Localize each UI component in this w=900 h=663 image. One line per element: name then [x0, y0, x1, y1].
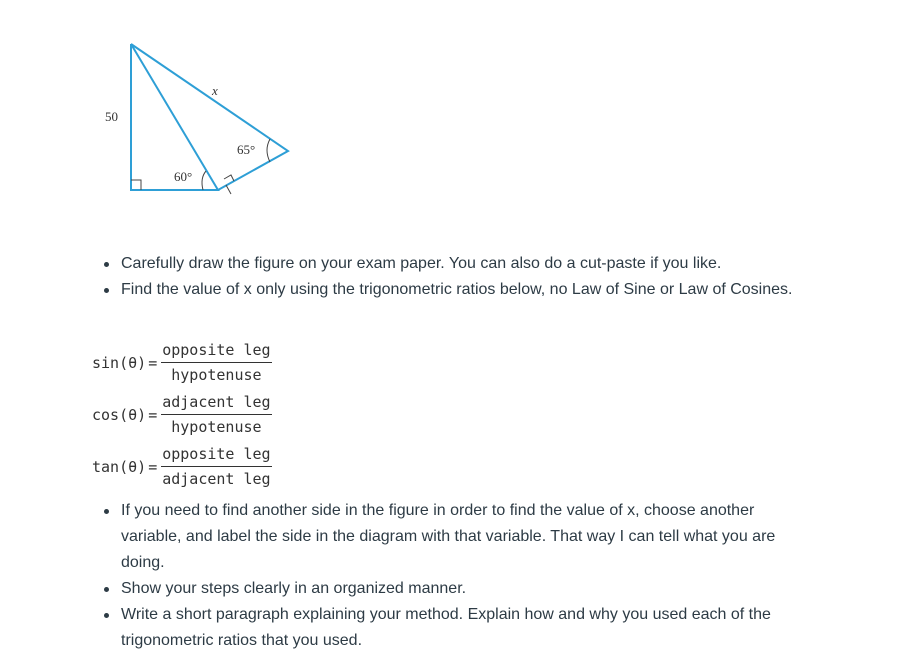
instructions-bottom [101, 498, 781, 654]
tan-formula [92, 443, 272, 490]
angle-arc-60 [202, 171, 206, 190]
formula-equals: = [148, 405, 158, 424]
list-item: Carefully draw the figure on your exam paper. You can also do a cut-paste if you like. [101, 251, 801, 277]
triangle-figure [100, 38, 300, 198]
list-item: Show your steps clearly in an organized manner. [101, 576, 781, 602]
right-angle-mark-left [131, 180, 141, 190]
formula-fraction [161, 443, 271, 490]
angle-65-label: 65° [237, 142, 256, 157]
formula-numerator: adjacent leg [161, 391, 271, 415]
formula-fraction [161, 339, 271, 386]
sin-formula [92, 339, 272, 386]
formula-name: cos(θ) [92, 405, 147, 424]
formula-numerator: opposite leg [161, 339, 271, 363]
side-50-label: 50 [105, 109, 118, 124]
formula-equals: = [148, 457, 158, 476]
list-item: If you need to find another side in the figure in order to find the value of x, choose another variable, and label the side in the diagram with that variable. That way I can tell what you are doing. [101, 498, 781, 576]
formula-numerator: opposite leg [161, 443, 271, 467]
right-triangle [131, 44, 288, 190]
formula-equals: = [148, 353, 158, 372]
formula-fraction [161, 391, 271, 438]
list-item: Write a short paragraph explaining your method. Explain how and why you used each of the trigonometric ratios that you used. [101, 602, 781, 654]
formula-denominator: adjacent leg [162, 470, 271, 488]
formula-name: tan(θ) [92, 457, 147, 476]
list-item: Find the value of x only using the trigonometric ratios below, no Law of Sine or Law of Cosines. [101, 277, 801, 303]
angle-60-label: 60° [174, 169, 193, 184]
formula-denominator: hypotenuse [171, 366, 262, 384]
formula-name: sin(θ) [92, 353, 147, 372]
instructions-top [101, 251, 801, 303]
formula-denominator: hypotenuse [171, 418, 262, 436]
angle-arc-65 [267, 139, 270, 162]
cos-formula [92, 391, 272, 438]
side-x-label: x [212, 83, 218, 98]
